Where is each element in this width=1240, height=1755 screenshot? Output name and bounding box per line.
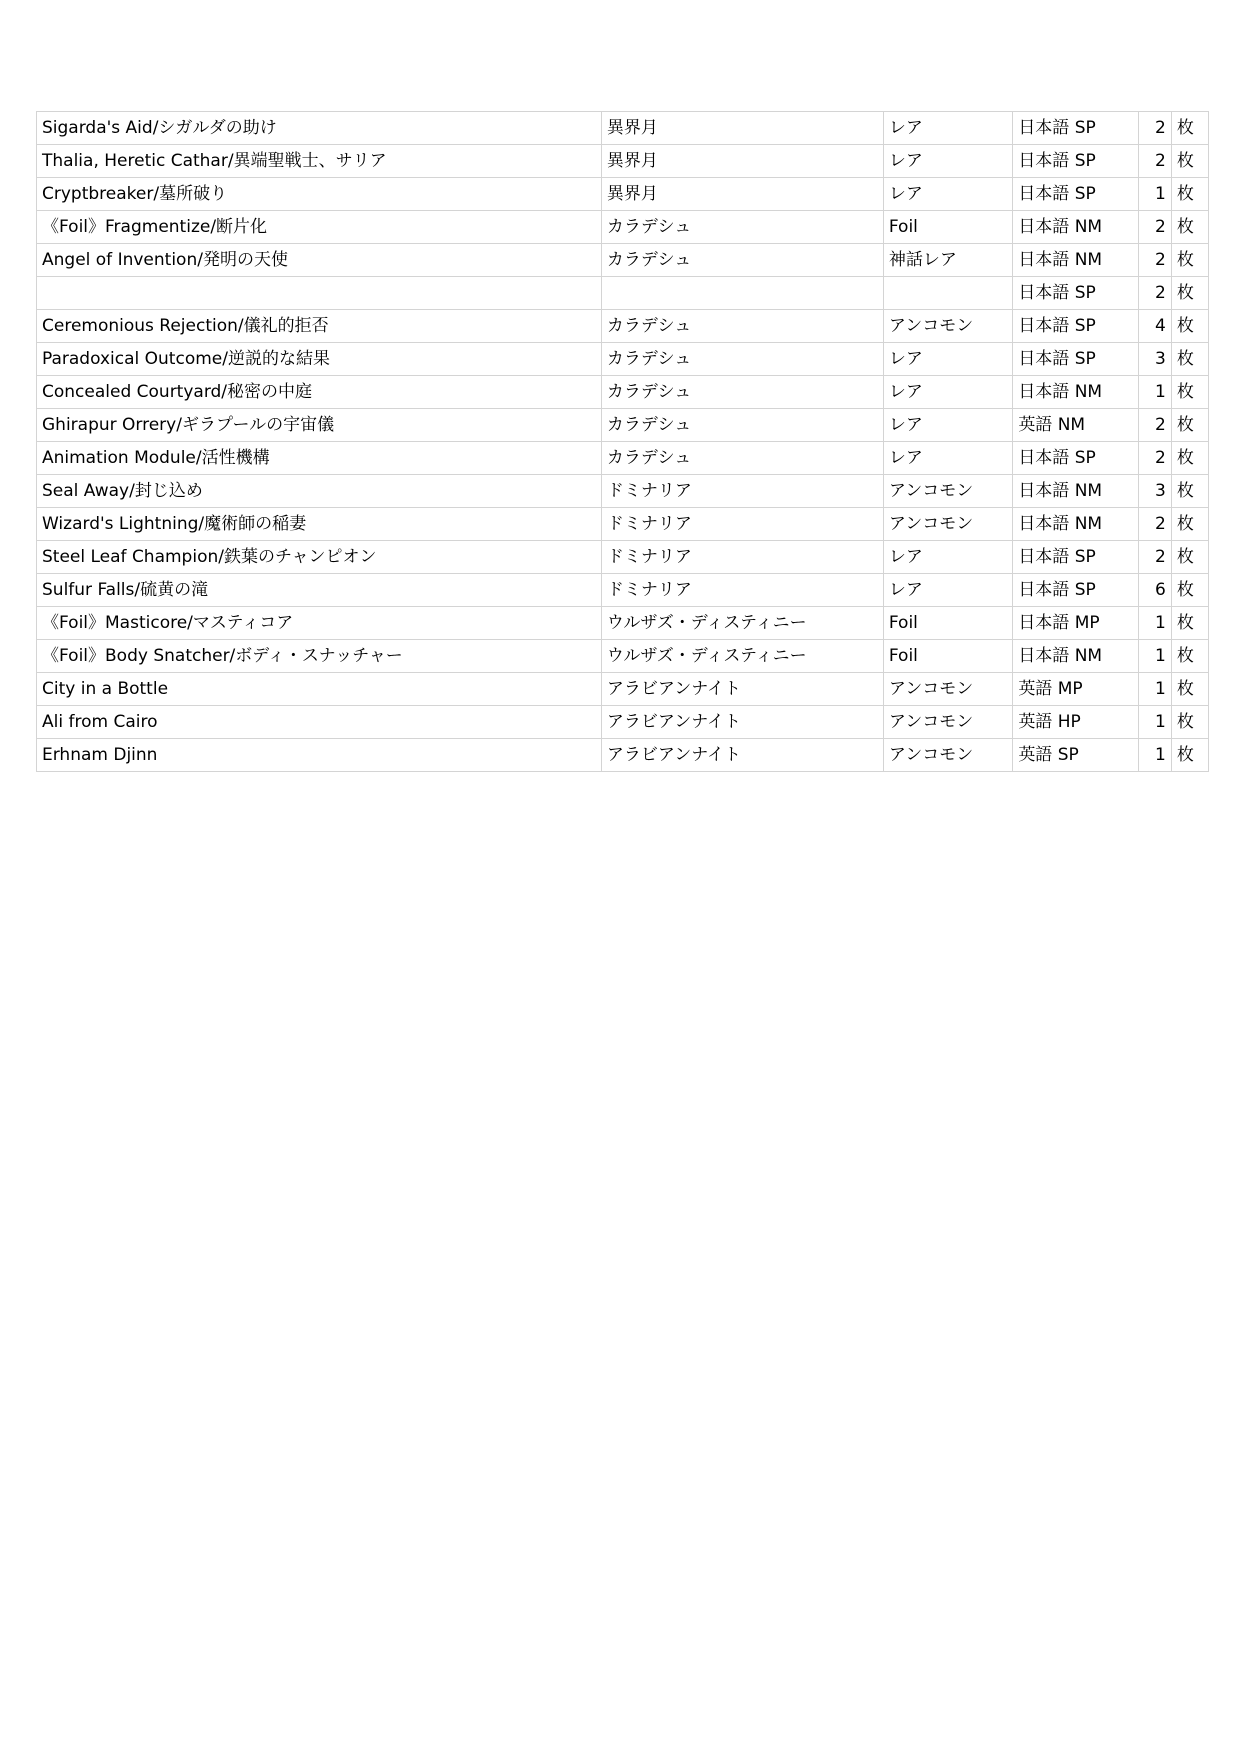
set-cell: ドミナリア	[601, 475, 883, 508]
quantity-cell: 4	[1138, 310, 1171, 343]
unit-cell: 枚	[1171, 607, 1208, 640]
quantity-cell: 3	[1138, 475, 1171, 508]
set-cell: カラデシュ	[601, 376, 883, 409]
set-cell: ドミナリア	[601, 508, 883, 541]
condition-cell: 日本語 NM	[1013, 640, 1138, 673]
condition-cell: 日本語 NM	[1013, 376, 1138, 409]
rarity-cell: アンコモン	[883, 706, 1012, 739]
unit-cell: 枚	[1171, 475, 1208, 508]
table-row	[37, 343, 1209, 376]
table-row	[37, 640, 1209, 673]
card-name-cell: Thalia, Heretic Cathar/異端聖戦士、サリア	[37, 145, 602, 178]
rarity-cell: レア	[883, 574, 1012, 607]
set-cell: アラビアンナイト	[601, 706, 883, 739]
unit-cell: 枚	[1171, 706, 1208, 739]
rarity-cell: レア	[883, 343, 1012, 376]
card-name-cell: Angel of Invention/発明の天使	[37, 244, 602, 277]
condition-cell: 日本語 NM	[1013, 508, 1138, 541]
rarity-cell: レア	[883, 409, 1012, 442]
card-name-cell: Seal Away/封じ込め	[37, 475, 602, 508]
table-row	[37, 541, 1209, 574]
card-name-cell	[37, 277, 602, 310]
condition-cell: 日本語 SP	[1013, 112, 1138, 145]
unit-cell: 枚	[1171, 310, 1208, 343]
unit-cell: 枚	[1171, 442, 1208, 475]
unit-cell: 枚	[1171, 376, 1208, 409]
condition-cell: 英語 SP	[1013, 739, 1138, 772]
card-name-cell: Ceremonious Rejection/儀礼的拒否	[37, 310, 602, 343]
unit-cell: 枚	[1171, 145, 1208, 178]
set-cell: ウルザズ・ディスティニー	[601, 640, 883, 673]
card-name-cell: Sulfur Falls/硫黄の滝	[37, 574, 602, 607]
card-name-cell: 《Foil》Masticore/マスティコア	[37, 607, 602, 640]
set-cell: カラデシュ	[601, 211, 883, 244]
set-cell: アラビアンナイト	[601, 739, 883, 772]
card-name-cell: Erhnam Djinn	[37, 739, 602, 772]
card-name-cell: Animation Module/活性機構	[37, 442, 602, 475]
condition-cell: 日本語 SP	[1013, 442, 1138, 475]
condition-cell: 日本語 NM	[1013, 244, 1138, 277]
condition-cell: 日本語 NM	[1013, 211, 1138, 244]
card-name-cell: Ali from Cairo	[37, 706, 602, 739]
rarity-cell: レア	[883, 112, 1012, 145]
quantity-cell: 1	[1138, 640, 1171, 673]
unit-cell: 枚	[1171, 211, 1208, 244]
card-name-cell: Ghirapur Orrery/ギラプールの宇宙儀	[37, 409, 602, 442]
rarity-cell: アンコモン	[883, 508, 1012, 541]
condition-cell: 英語 NM	[1013, 409, 1138, 442]
rarity-cell: レア	[883, 541, 1012, 574]
unit-cell: 枚	[1171, 178, 1208, 211]
card-name-cell: 《Foil》Body Snatcher/ボディ・スナッチャー	[37, 640, 602, 673]
table-row	[37, 574, 1209, 607]
card-name-cell: Steel Leaf Champion/鉄葉のチャンピオン	[37, 541, 602, 574]
table-row	[37, 211, 1209, 244]
quantity-cell: 1	[1138, 673, 1171, 706]
quantity-cell: 1	[1138, 607, 1171, 640]
unit-cell: 枚	[1171, 112, 1208, 145]
unit-cell: 枚	[1171, 640, 1208, 673]
condition-cell: 英語 HP	[1013, 706, 1138, 739]
table-row	[37, 739, 1209, 772]
table-row	[37, 706, 1209, 739]
card-name-cell: Concealed Courtyard/秘密の中庭	[37, 376, 602, 409]
table-row	[37, 244, 1209, 277]
unit-cell: 枚	[1171, 739, 1208, 772]
table-row	[37, 475, 1209, 508]
rarity-cell: レア	[883, 145, 1012, 178]
unit-cell: 枚	[1171, 541, 1208, 574]
quantity-cell: 2	[1138, 145, 1171, 178]
quantity-cell: 1	[1138, 178, 1171, 211]
set-cell: ドミナリア	[601, 541, 883, 574]
rarity-cell	[883, 277, 1012, 310]
table-row	[37, 508, 1209, 541]
table-row	[37, 409, 1209, 442]
condition-cell: 日本語 SP	[1013, 145, 1138, 178]
set-cell: ウルザズ・ディスティニー	[601, 607, 883, 640]
quantity-cell: 2	[1138, 541, 1171, 574]
quantity-cell: 2	[1138, 508, 1171, 541]
rarity-cell: アンコモン	[883, 475, 1012, 508]
rarity-cell: Foil	[883, 211, 1012, 244]
quantity-cell: 1	[1138, 706, 1171, 739]
rarity-cell: 神話レア	[883, 244, 1012, 277]
table-row	[37, 145, 1209, 178]
set-cell: アラビアンナイト	[601, 673, 883, 706]
rarity-cell: レア	[883, 376, 1012, 409]
quantity-cell: 2	[1138, 277, 1171, 310]
card-list-table	[36, 111, 1209, 772]
set-cell: カラデシュ	[601, 244, 883, 277]
table-row	[37, 310, 1209, 343]
set-cell: ドミナリア	[601, 574, 883, 607]
rarity-cell: アンコモン	[883, 310, 1012, 343]
unit-cell: 枚	[1171, 244, 1208, 277]
card-name-cell: Sigarda's Aid/シガルダの助け	[37, 112, 602, 145]
unit-cell: 枚	[1171, 574, 1208, 607]
rarity-cell: レア	[883, 442, 1012, 475]
table-row	[37, 277, 1209, 310]
card-name-cell: City in a Bottle	[37, 673, 602, 706]
card-list-sheet	[36, 111, 1209, 772]
card-name-cell: Wizard's Lightning/魔術師の稲妻	[37, 508, 602, 541]
rarity-cell: Foil	[883, 607, 1012, 640]
quantity-cell: 2	[1138, 244, 1171, 277]
quantity-cell: 3	[1138, 343, 1171, 376]
quantity-cell: 1	[1138, 739, 1171, 772]
table-row	[37, 376, 1209, 409]
quantity-cell: 2	[1138, 442, 1171, 475]
table-row	[37, 673, 1209, 706]
rarity-cell: アンコモン	[883, 739, 1012, 772]
card-name-cell: 《Foil》Fragmentize/断片化	[37, 211, 602, 244]
table-row	[37, 178, 1209, 211]
condition-cell: 日本語 SP	[1013, 310, 1138, 343]
condition-cell: 日本語 SP	[1013, 574, 1138, 607]
condition-cell: 日本語 SP	[1013, 277, 1138, 310]
set-cell: カラデシュ	[601, 310, 883, 343]
set-cell: 異界月	[601, 112, 883, 145]
quantity-cell: 2	[1138, 409, 1171, 442]
rarity-cell: アンコモン	[883, 673, 1012, 706]
set-cell: 異界月	[601, 145, 883, 178]
card-name-cell: Paradoxical Outcome/逆説的な結果	[37, 343, 602, 376]
unit-cell: 枚	[1171, 508, 1208, 541]
set-cell	[601, 277, 883, 310]
condition-cell: 日本語 SP	[1013, 343, 1138, 376]
quantity-cell: 2	[1138, 112, 1171, 145]
card-name-cell: Cryptbreaker/墓所破り	[37, 178, 602, 211]
set-cell: カラデシュ	[601, 409, 883, 442]
quantity-cell: 6	[1138, 574, 1171, 607]
unit-cell: 枚	[1171, 277, 1208, 310]
card-list-body	[37, 112, 1209, 772]
table-row	[37, 607, 1209, 640]
quantity-cell: 1	[1138, 376, 1171, 409]
set-cell: 異界月	[601, 178, 883, 211]
set-cell: カラデシュ	[601, 343, 883, 376]
condition-cell: 英語 MP	[1013, 673, 1138, 706]
unit-cell: 枚	[1171, 673, 1208, 706]
rarity-cell: Foil	[883, 640, 1012, 673]
set-cell: カラデシュ	[601, 442, 883, 475]
condition-cell: 日本語 SP	[1013, 541, 1138, 574]
condition-cell: 日本語 SP	[1013, 178, 1138, 211]
quantity-cell: 2	[1138, 211, 1171, 244]
table-row	[37, 442, 1209, 475]
condition-cell: 日本語 MP	[1013, 607, 1138, 640]
unit-cell: 枚	[1171, 409, 1208, 442]
unit-cell: 枚	[1171, 343, 1208, 376]
condition-cell: 日本語 NM	[1013, 475, 1138, 508]
table-row	[37, 112, 1209, 145]
rarity-cell: レア	[883, 178, 1012, 211]
